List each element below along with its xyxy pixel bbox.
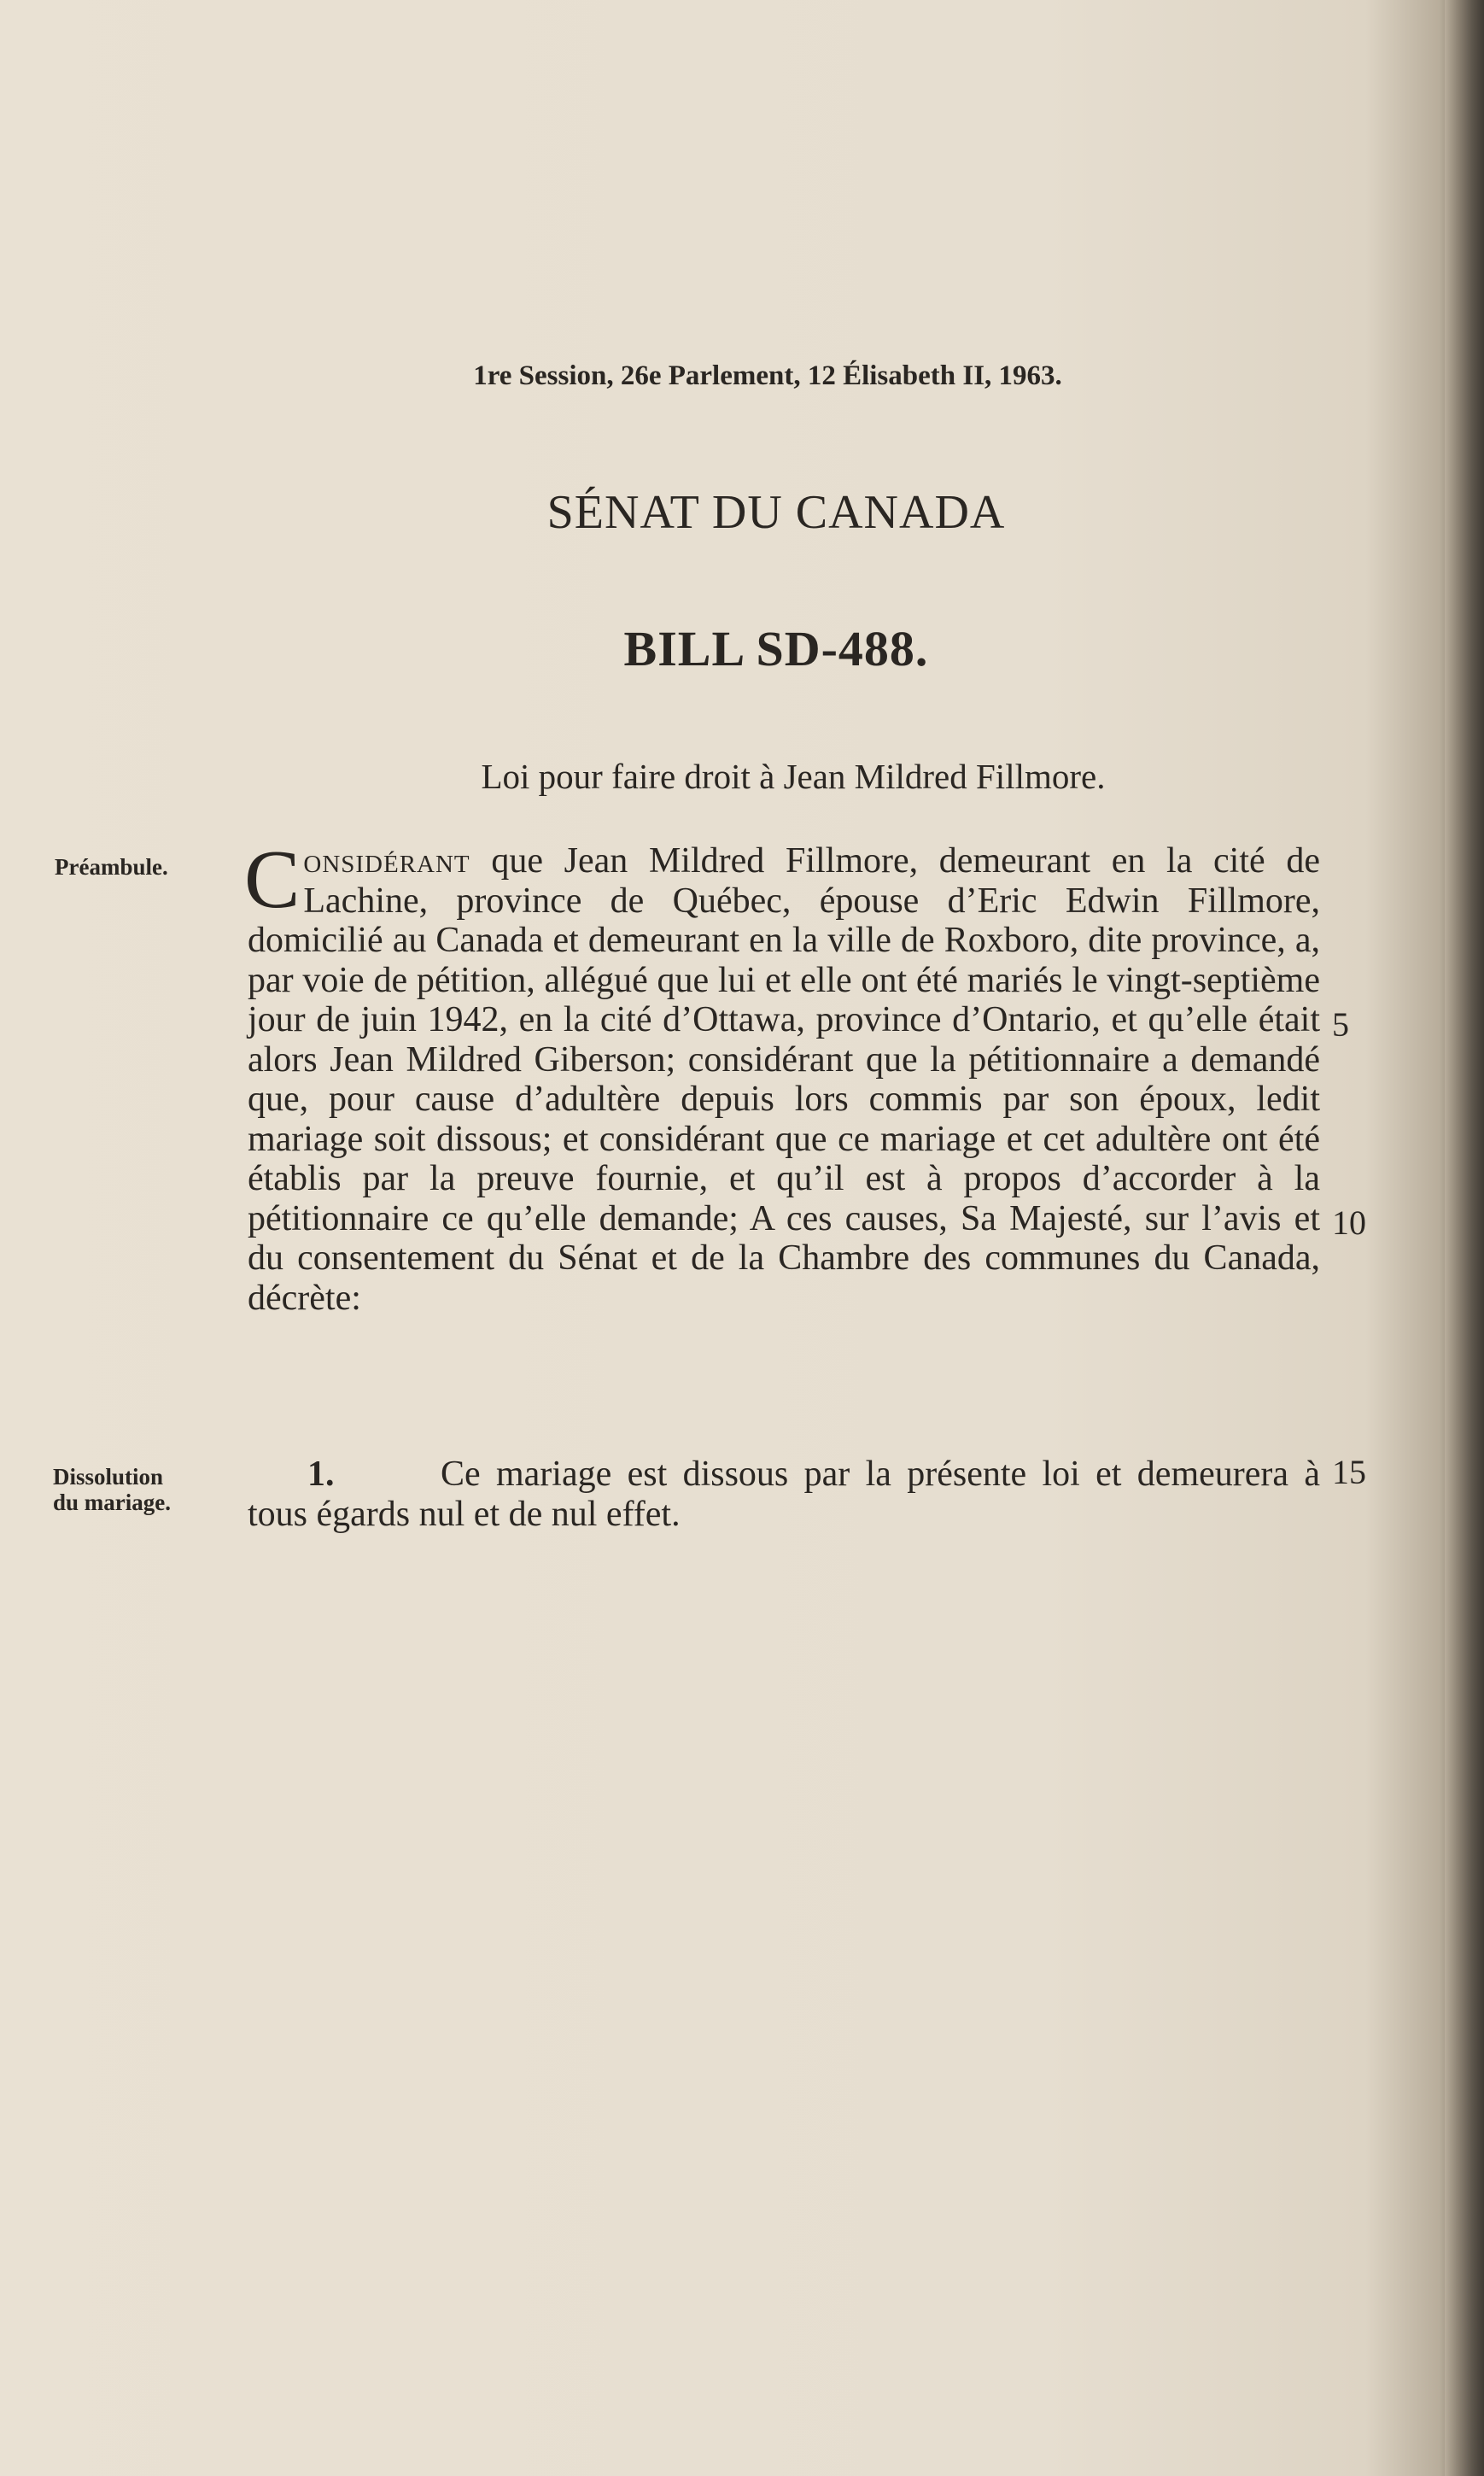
preamble-text: que Jean Mildred Fillmore, demeurant en la cité de Lachine, province de Québec, épouse d’Eric Edwin Fillmore, domicilié au Canada et demeurant en la ville de Roxboro, dite province, a, par voie de pétition, allégué que lui et elle ont été mariés le vingt-septième jour de juin 1942, en la cité d’Ottawa, province d’Ontario, et qu’elle était alors Jean Mildred Giberson; considérant que la pétitionnaire a demandé que, pour cause d’adultère depuis lors commis par son époux, ledit mariage soit dissous; et considérant que ce mariage et cet adultère ont été établis par la preuve fournie, et qu’il est à propos d’accorder à la pétitionnaire ce qu’elle demande; A ces causes, Sa Majesté, sur l’avis et du consentement du Sénat et de la Chambre des communes du Canada, décrète: [248,841,1320,1318]
drop-cap: C [244,834,301,926]
session-header: 1re Session, 26e Parlement, 12 Élisabeth II, 1963. [473,360,1062,391]
line-number-10: 10 [1332,1203,1366,1242]
bill-number: BILL SD-488. [623,621,929,676]
bill-subtitle: Loi pour faire droit à Jean Mildred Fillmore. [481,757,1106,796]
preamble-opening-word: onsidérant [303,841,470,881]
margin-note-dissolution [53,1464,171,1515]
line-number-15: 15 [1332,1453,1366,1491]
article-1-paragraph [248,1455,1320,1534]
margin-note-preamble: Préambule. [55,854,168,880]
preamble-paragraph [244,834,1320,1318]
article-text: Ce mariage est dissous par la présente loi et demeurera à tous égards nul et de nul effet. [248,1455,1320,1534]
margin-note-dissolution-line1: Dissolution [53,1464,164,1490]
senate-title: SÉNAT DU CANADA [546,486,1006,539]
line-number-5: 5 [1332,1005,1349,1044]
article-number: 1. [307,1455,335,1494]
margin-note-dissolution-line2: du mariage. [53,1490,171,1515]
